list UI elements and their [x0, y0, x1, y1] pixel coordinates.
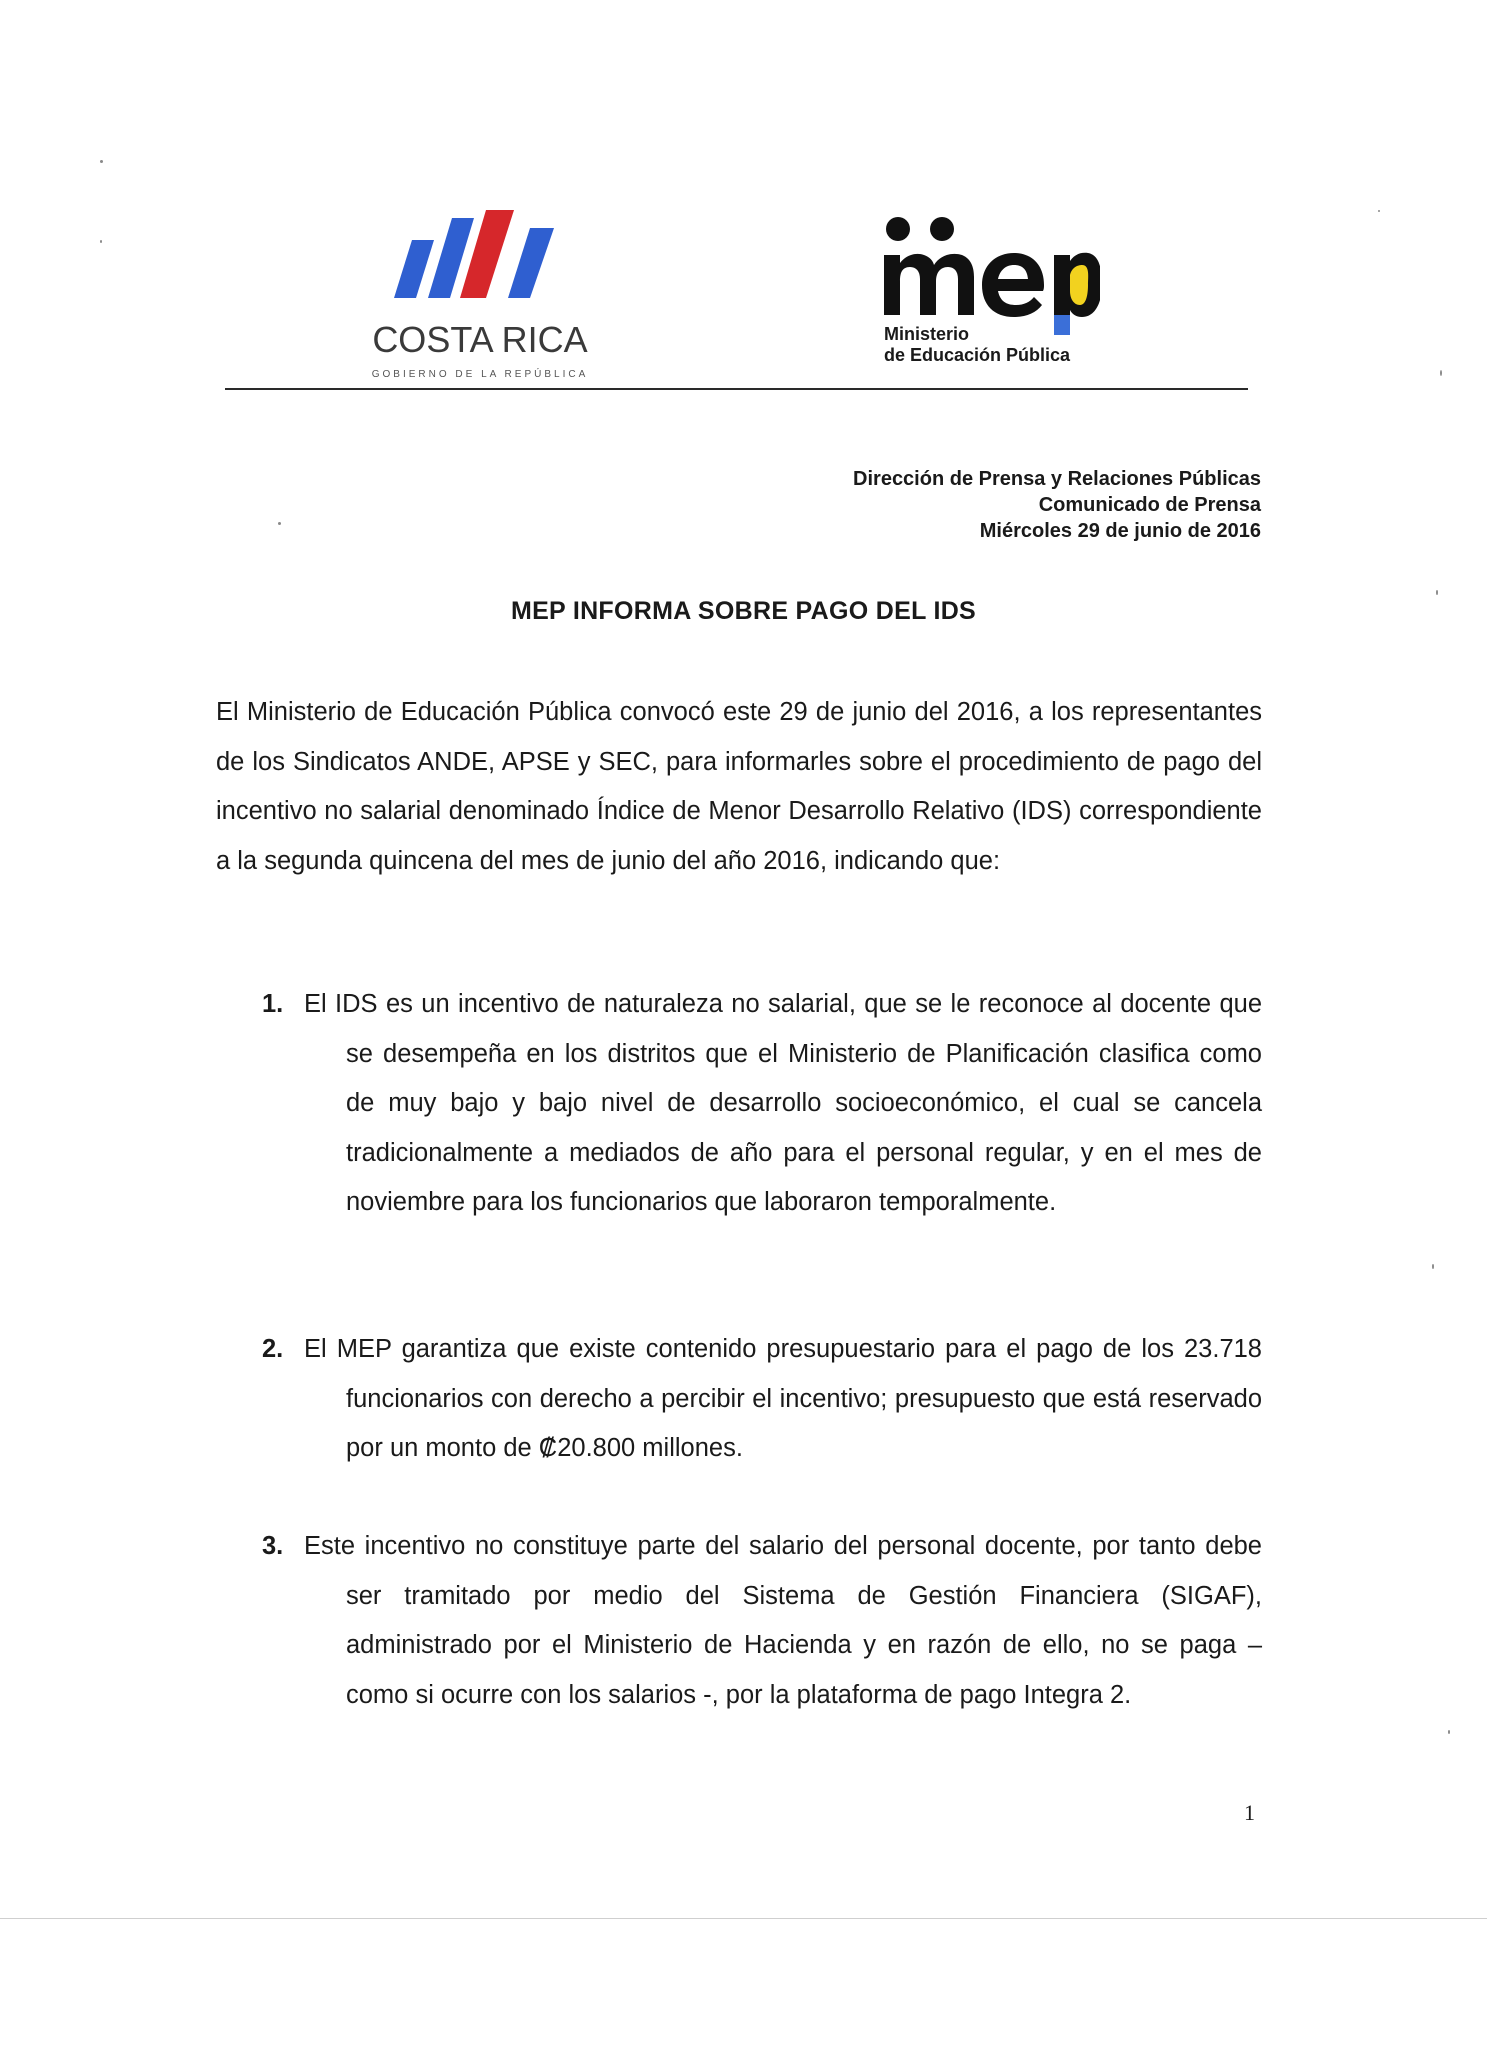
item-text: El IDS es un incentivo de naturaleza no salarial, que se le reconoce al docente que se desempeña en los distritos que el Ministerio de Planificación clasifica como de muy bajo y bajo nivel de desarrollo socioeconómico, el cual se cancela tradicionalmente a mediados de año para el personal regular, y en el mes de noviembre para los funcionarios que laboraron temporalmente.	[304, 990, 1262, 1216]
mep-ministry-line1: Ministerio	[884, 324, 970, 344]
item-text-wrap	[304, 980, 1262, 1228]
costa-rica-subtitle: GOBIERNO DE LA REPÚBLICA	[371, 369, 589, 380]
headline: MEP INFORMA SOBRE PAGO DEL IDS	[510, 597, 977, 625]
costa-rica-name: COSTA RICA	[372, 319, 588, 360]
item-text: Este incentivo no constituye parte del salario del personal docente, por tanto debe ser tramitado por medio del Sistema de Gestión Financiera (SIGAF), administrado por el Ministerio de Hacienda y en razón de ello, no se paga – como si ocurre con los salarios -, por la plataforma de pago Integra 2.	[304, 1532, 1262, 1709]
costa-rica-logo	[360, 210, 600, 380]
intro-paragraph: El Ministerio de Educación Pública convocó este 29 de junio del 2016, a los representantes de los Sindicatos ANDE, APSE y SEC, para informarles sobre el procedimiento de pago del incentivo no salarial denominado Índice de Menor Desarrollo Relativo (IDS) correspondiente a la segunda quincena del mes de junio del año 2016, indicando que:	[216, 698, 1262, 875]
doc-type-line: Comunicado de Prensa	[1038, 494, 1261, 516]
costa-rica-stripes-icon	[390, 210, 560, 302]
press-meta	[853, 466, 1261, 544]
department-line: Dirección de Prensa y Relaciones Públicas	[853, 468, 1261, 490]
mep-logo	[870, 215, 1100, 375]
item-text-wrap	[304, 1522, 1262, 1720]
header-divider	[225, 388, 1248, 390]
item-number: 1.	[262, 990, 284, 1018]
scan-speck	[1436, 590, 1438, 595]
item-number: 3.	[262, 1532, 284, 1560]
item-number: 2.	[262, 1335, 284, 1363]
scan-speck	[1440, 370, 1442, 376]
scan-edge-line	[0, 1918, 1487, 1919]
item-text: El MEP garantiza que existe contenido presupuestario para el pago de los 23.718 funcionarios con derecho a percibir el incentivo; presupuesto que está reservado por un monto de ₡20.800 millones.	[304, 1335, 1262, 1462]
scan-speck	[1432, 1264, 1434, 1269]
page-number: 1	[1244, 1800, 1255, 1825]
mep-wordmark-icon	[870, 215, 1100, 335]
scan-speck	[1448, 1730, 1450, 1734]
item-text-wrap	[304, 1325, 1262, 1474]
scan-speck	[1378, 210, 1380, 212]
date-line: Miércoles 29 de junio de 2016	[979, 520, 1261, 542]
mep-ministry-line2: de Educación Pública	[884, 345, 1071, 365]
scan-speck	[100, 160, 103, 163]
scan-speck	[278, 522, 281, 525]
scan-speck	[100, 240, 102, 243]
